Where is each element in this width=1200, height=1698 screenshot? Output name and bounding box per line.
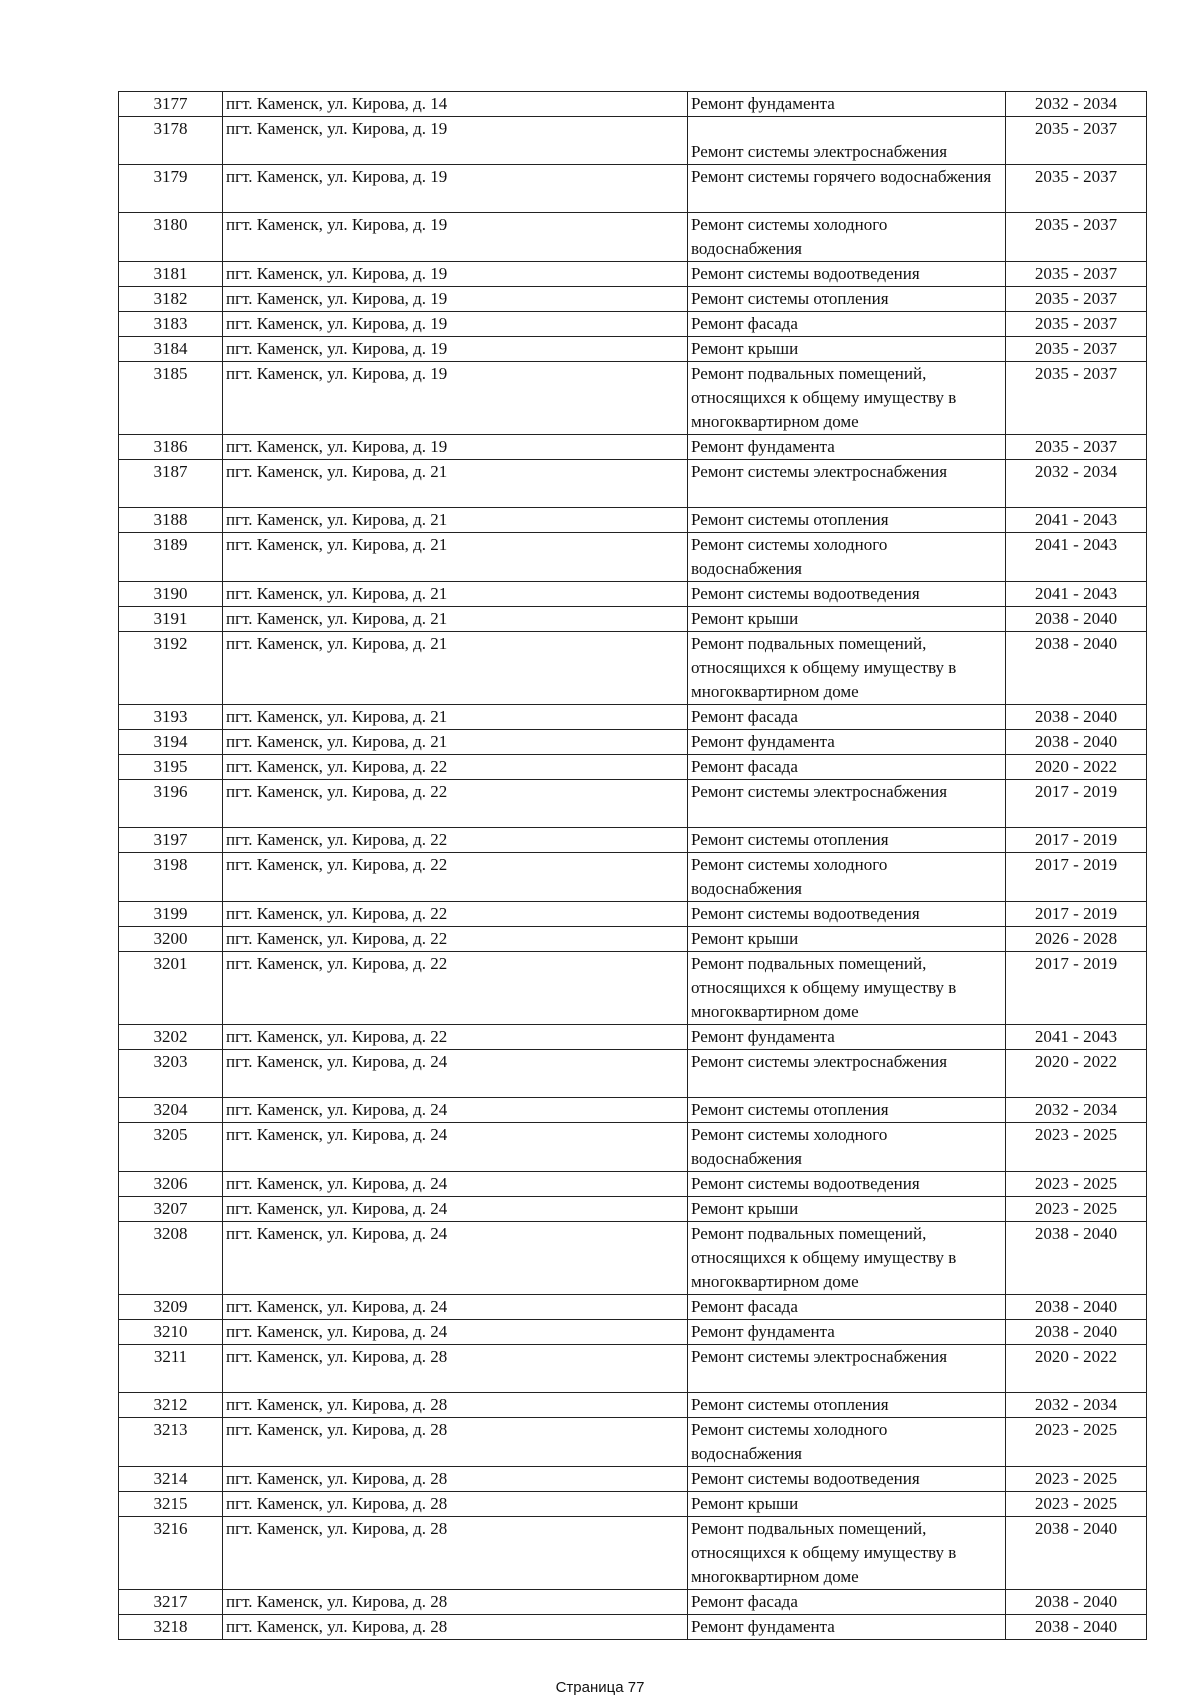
row-number-cell: 3218: [119, 1615, 223, 1640]
row-number-cell: 3185: [119, 362, 223, 435]
table-row: [119, 1050, 1147, 1098]
row-number-cell: 3208: [119, 1222, 223, 1295]
table-row: [119, 1025, 1147, 1050]
address-cell: пгт. Каменск, ул. Кирова, д. 22: [223, 927, 688, 952]
row-number-cell: 3217: [119, 1590, 223, 1615]
period-cell: 2020 - 2022: [1006, 1050, 1147, 1098]
work-type-cell: Ремонт крыши: [688, 1197, 1006, 1222]
table-row: [119, 1345, 1147, 1393]
address-cell: пгт. Каменск, ул. Кирова, д. 19: [223, 362, 688, 435]
period-cell: 2032 - 2034: [1006, 92, 1147, 117]
table-row: [119, 1517, 1147, 1590]
work-type-cell: Ремонт системы электроснабжения: [688, 117, 1006, 165]
period-cell: 2017 - 2019: [1006, 902, 1147, 927]
row-number-cell: 3210: [119, 1320, 223, 1345]
table-row: [119, 853, 1147, 902]
row-number-cell: 3190: [119, 582, 223, 607]
work-type-cell: Ремонт системы электроснабжения: [688, 460, 1006, 508]
address-cell: пгт. Каменск, ул. Кирова, д. 19: [223, 312, 688, 337]
table-row: [119, 952, 1147, 1025]
period-cell: 2035 - 2037: [1006, 117, 1147, 165]
table-row: [119, 1492, 1147, 1517]
period-cell: 2020 - 2022: [1006, 755, 1147, 780]
row-number-cell: 3188: [119, 508, 223, 533]
table-row: [119, 755, 1147, 780]
row-number-cell: 3213: [119, 1418, 223, 1467]
period-cell: 2038 - 2040: [1006, 1615, 1147, 1640]
table-row: [119, 1172, 1147, 1197]
table-row: [119, 117, 1147, 165]
work-type-cell: Ремонт системы водоотведения: [688, 1172, 1006, 1197]
table-row: [119, 705, 1147, 730]
period-cell: 2026 - 2028: [1006, 927, 1147, 952]
period-cell: 2038 - 2040: [1006, 1222, 1147, 1295]
period-cell: 2035 - 2037: [1006, 213, 1147, 262]
table-row: [119, 533, 1147, 582]
address-cell: пгт. Каменск, ул. Кирова, д. 28: [223, 1517, 688, 1590]
work-type-cell: Ремонт фасада: [688, 755, 1006, 780]
address-cell: пгт. Каменск, ул. Кирова, д. 21: [223, 730, 688, 755]
address-cell: пгт. Каменск, ул. Кирова, д. 22: [223, 1025, 688, 1050]
table-row: [119, 632, 1147, 705]
address-cell: пгт. Каменск, ул. Кирова, д. 22: [223, 755, 688, 780]
period-cell: 2038 - 2040: [1006, 632, 1147, 705]
row-number-cell: 3212: [119, 1393, 223, 1418]
table-row: [119, 213, 1147, 262]
address-cell: пгт. Каменск, ул. Кирова, д. 21: [223, 607, 688, 632]
work-type-cell: Ремонт фасада: [688, 705, 1006, 730]
row-number-cell: 3178: [119, 117, 223, 165]
row-number-cell: 3184: [119, 337, 223, 362]
address-cell: пгт. Каменск, ул. Кирова, д. 21: [223, 632, 688, 705]
work-type-cell: Ремонт системы отопления: [688, 508, 1006, 533]
work-type-cell: Ремонт системы отопления: [688, 1393, 1006, 1418]
row-number-cell: 3198: [119, 853, 223, 902]
address-cell: пгт. Каменск, ул. Кирова, д. 24: [223, 1295, 688, 1320]
address-cell: пгт. Каменск, ул. Кирова, д. 28: [223, 1492, 688, 1517]
row-number-cell: 3192: [119, 632, 223, 705]
period-cell: 2041 - 2043: [1006, 582, 1147, 607]
table-row: [119, 337, 1147, 362]
period-cell: 2035 - 2037: [1006, 312, 1147, 337]
period-cell: 2017 - 2019: [1006, 952, 1147, 1025]
table-row: [119, 927, 1147, 952]
address-cell: пгт. Каменск, ул. Кирова, д. 21: [223, 460, 688, 508]
period-cell: 2035 - 2037: [1006, 435, 1147, 460]
period-cell: 2041 - 2043: [1006, 1025, 1147, 1050]
work-type-cell: Ремонт системы холодного водоснабжения: [688, 1418, 1006, 1467]
row-number-cell: 3215: [119, 1492, 223, 1517]
row-number-cell: 3199: [119, 902, 223, 927]
period-cell: 2023 - 2025: [1006, 1467, 1147, 1492]
row-number-cell: 3189: [119, 533, 223, 582]
period-cell: 2032 - 2034: [1006, 1098, 1147, 1123]
work-type-cell: Ремонт фундамента: [688, 730, 1006, 755]
address-cell: пгт. Каменск, ул. Кирова, д. 19: [223, 165, 688, 213]
work-type-cell: Ремонт системы отопления: [688, 287, 1006, 312]
address-cell: пгт. Каменск, ул. Кирова, д. 19: [223, 213, 688, 262]
period-cell: 2017 - 2019: [1006, 828, 1147, 853]
work-type-cell: Ремонт подвальных помещений, относящихся к общему имуществу в многоквартирном доме: [688, 362, 1006, 435]
period-cell: 2023 - 2025: [1006, 1123, 1147, 1172]
work-type-cell: Ремонт крыши: [688, 1492, 1006, 1517]
table-row: [119, 1295, 1147, 1320]
address-cell: пгт. Каменск, ул. Кирова, д. 21: [223, 705, 688, 730]
period-cell: 2023 - 2025: [1006, 1172, 1147, 1197]
table-row: [119, 1222, 1147, 1295]
work-type-cell: Ремонт системы электроснабжения: [688, 1050, 1006, 1098]
period-cell: 2041 - 2043: [1006, 533, 1147, 582]
row-number-cell: 3179: [119, 165, 223, 213]
period-cell: 2032 - 2034: [1006, 460, 1147, 508]
row-number-cell: 3202: [119, 1025, 223, 1050]
table-row: [119, 1098, 1147, 1123]
work-type-cell: Ремонт подвальных помещений, относящихся к общему имуществу в многоквартирном доме: [688, 1222, 1006, 1295]
row-number-cell: 3182: [119, 287, 223, 312]
row-number-cell: 3206: [119, 1172, 223, 1197]
period-cell: 2038 - 2040: [1006, 607, 1147, 632]
work-type-cell: Ремонт системы водоотведения: [688, 262, 1006, 287]
row-number-cell: 3183: [119, 312, 223, 337]
repair-schedule-table: [118, 91, 1147, 1640]
period-cell: 2035 - 2037: [1006, 287, 1147, 312]
address-cell: пгт. Каменск, ул. Кирова, д. 19: [223, 117, 688, 165]
work-type-cell: Ремонт крыши: [688, 337, 1006, 362]
address-cell: пгт. Каменск, ул. Кирова, д. 24: [223, 1050, 688, 1098]
row-number-cell: 3193: [119, 705, 223, 730]
address-cell: пгт. Каменск, ул. Кирова, д. 22: [223, 853, 688, 902]
period-cell: 2038 - 2040: [1006, 1590, 1147, 1615]
work-type-cell: Ремонт крыши: [688, 927, 1006, 952]
table-row: [119, 1320, 1147, 1345]
period-cell: 2035 - 2037: [1006, 262, 1147, 287]
period-cell: 2017 - 2019: [1006, 853, 1147, 902]
table-row: [119, 460, 1147, 508]
work-type-cell: Ремонт системы холодного водоснабжения: [688, 1123, 1006, 1172]
address-cell: пгт. Каменск, ул. Кирова, д. 28: [223, 1467, 688, 1492]
work-type-cell: Ремонт фасада: [688, 312, 1006, 337]
table-row: [119, 607, 1147, 632]
row-number-cell: 3211: [119, 1345, 223, 1393]
period-cell: 2020 - 2022: [1006, 1345, 1147, 1393]
work-type-cell: Ремонт подвальных помещений, относящихся к общему имуществу в многоквартирном доме: [688, 632, 1006, 705]
address-cell: пгт. Каменск, ул. Кирова, д. 28: [223, 1345, 688, 1393]
work-type-cell: Ремонт подвальных помещений, относящихся к общему имуществу в многоквартирном доме: [688, 952, 1006, 1025]
page-number: Страница 77: [555, 1679, 645, 1696]
work-type-cell: Ремонт подвальных помещений, относящихся к общему имуществу в многоквартирном доме: [688, 1517, 1006, 1590]
period-cell: 2038 - 2040: [1006, 705, 1147, 730]
work-type-cell: Ремонт фундамента: [688, 1320, 1006, 1345]
table-row: [119, 435, 1147, 460]
address-cell: пгт. Каменск, ул. Кирова, д. 24: [223, 1197, 688, 1222]
row-number-cell: 3200: [119, 927, 223, 952]
work-type-cell: Ремонт системы холодного водоснабжения: [688, 533, 1006, 582]
work-type-cell: Ремонт системы электроснабжения: [688, 780, 1006, 828]
work-type-cell: Ремонт фасада: [688, 1295, 1006, 1320]
work-type-cell: Ремонт системы горячего водоснабжения: [688, 165, 1006, 213]
period-cell: 2035 - 2037: [1006, 165, 1147, 213]
row-number-cell: 3187: [119, 460, 223, 508]
period-cell: 2038 - 2040: [1006, 1320, 1147, 1345]
address-cell: пгт. Каменск, ул. Кирова, д. 19: [223, 435, 688, 460]
address-cell: пгт. Каменск, ул. Кирова, д. 28: [223, 1393, 688, 1418]
period-cell: 2035 - 2037: [1006, 362, 1147, 435]
work-type-cell: Ремонт системы холодного водоснабжения: [688, 213, 1006, 262]
address-cell: пгт. Каменск, ул. Кирова, д. 24: [223, 1320, 688, 1345]
table-row: [119, 1393, 1147, 1418]
period-cell: 2017 - 2019: [1006, 780, 1147, 828]
row-number-cell: 3201: [119, 952, 223, 1025]
work-type-cell: Ремонт системы холодного водоснабжения: [688, 853, 1006, 902]
row-number-cell: 3177: [119, 92, 223, 117]
period-cell: 2035 - 2037: [1006, 337, 1147, 362]
work-type-cell: Ремонт системы водоотведения: [688, 1467, 1006, 1492]
row-number-cell: 3195: [119, 755, 223, 780]
row-number-cell: 3196: [119, 780, 223, 828]
table-row: [119, 262, 1147, 287]
address-cell: пгт. Каменск, ул. Кирова, д. 24: [223, 1123, 688, 1172]
address-cell: пгт. Каменск, ул. Кирова, д. 19: [223, 262, 688, 287]
address-cell: пгт. Каменск, ул. Кирова, д. 24: [223, 1222, 688, 1295]
table-row: [119, 92, 1147, 117]
address-cell: пгт. Каменск, ул. Кирова, д. 22: [223, 828, 688, 853]
address-cell: пгт. Каменск, ул. Кирова, д. 22: [223, 780, 688, 828]
address-cell: пгт. Каменск, ул. Кирова, д. 19: [223, 337, 688, 362]
table-row: [119, 1467, 1147, 1492]
row-number-cell: 3204: [119, 1098, 223, 1123]
work-type-cell: Ремонт фундамента: [688, 1025, 1006, 1050]
address-cell: пгт. Каменск, ул. Кирова, д. 21: [223, 508, 688, 533]
table-row: [119, 165, 1147, 213]
work-type-cell: Ремонт фундамента: [688, 92, 1006, 117]
table-row: [119, 1197, 1147, 1222]
period-cell: 2038 - 2040: [1006, 1295, 1147, 1320]
work-type-cell: Ремонт крыши: [688, 607, 1006, 632]
address-cell: пгт. Каменск, ул. Кирова, д. 28: [223, 1418, 688, 1467]
period-cell: 2032 - 2034: [1006, 1393, 1147, 1418]
row-number-cell: 3180: [119, 213, 223, 262]
work-type-cell: Ремонт системы водоотведения: [688, 902, 1006, 927]
table-row: [119, 287, 1147, 312]
row-number-cell: 3186: [119, 435, 223, 460]
period-cell: 2038 - 2040: [1006, 730, 1147, 755]
table-row: [119, 902, 1147, 927]
period-cell: 2023 - 2025: [1006, 1492, 1147, 1517]
table-row: [119, 312, 1147, 337]
table-row: [119, 1615, 1147, 1640]
address-cell: пгт. Каменск, ул. Кирова, д. 22: [223, 902, 688, 927]
row-number-cell: 3197: [119, 828, 223, 853]
table-row: [119, 730, 1147, 755]
period-cell: 2038 - 2040: [1006, 1517, 1147, 1590]
table-body: [119, 92, 1147, 1640]
table-row: [119, 362, 1147, 435]
address-cell: пгт. Каменск, ул. Кирова, д. 21: [223, 582, 688, 607]
address-cell: пгт. Каменск, ул. Кирова, д. 19: [223, 287, 688, 312]
row-number-cell: 3216: [119, 1517, 223, 1590]
work-type-cell: Ремонт системы отопления: [688, 828, 1006, 853]
work-type-cell: Ремонт фундамента: [688, 1615, 1006, 1640]
row-number-cell: 3207: [119, 1197, 223, 1222]
table-row: [119, 1590, 1147, 1615]
table-row: [119, 1418, 1147, 1467]
work-type-cell: Ремонт системы отопления: [688, 1098, 1006, 1123]
work-type-cell: Ремонт фундамента: [688, 435, 1006, 460]
table-row: [119, 508, 1147, 533]
period-cell: 2023 - 2025: [1006, 1197, 1147, 1222]
work-type-cell: Ремонт системы электроснабжения: [688, 1345, 1006, 1393]
period-cell: 2023 - 2025: [1006, 1418, 1147, 1467]
row-number-cell: 3209: [119, 1295, 223, 1320]
table-row: [119, 582, 1147, 607]
table-row: [119, 1123, 1147, 1172]
table-row: [119, 828, 1147, 853]
table-row: [119, 780, 1147, 828]
period-cell: 2041 - 2043: [1006, 508, 1147, 533]
work-type-cell: Ремонт фасада: [688, 1590, 1006, 1615]
address-cell: пгт. Каменск, ул. Кирова, д. 28: [223, 1590, 688, 1615]
address-cell: пгт. Каменск, ул. Кирова, д. 21: [223, 533, 688, 582]
work-type-cell: Ремонт системы водоотведения: [688, 582, 1006, 607]
row-number-cell: 3203: [119, 1050, 223, 1098]
address-cell: пгт. Каменск, ул. Кирова, д. 28: [223, 1615, 688, 1640]
address-cell: пгт. Каменск, ул. Кирова, д. 24: [223, 1172, 688, 1197]
row-number-cell: 3205: [119, 1123, 223, 1172]
row-number-cell: 3181: [119, 262, 223, 287]
row-number-cell: 3194: [119, 730, 223, 755]
address-cell: пгт. Каменск, ул. Кирова, д. 14: [223, 92, 688, 117]
address-cell: пгт. Каменск, ул. Кирова, д. 22: [223, 952, 688, 1025]
row-number-cell: 3214: [119, 1467, 223, 1492]
address-cell: пгт. Каменск, ул. Кирова, д. 24: [223, 1098, 688, 1123]
row-number-cell: 3191: [119, 607, 223, 632]
